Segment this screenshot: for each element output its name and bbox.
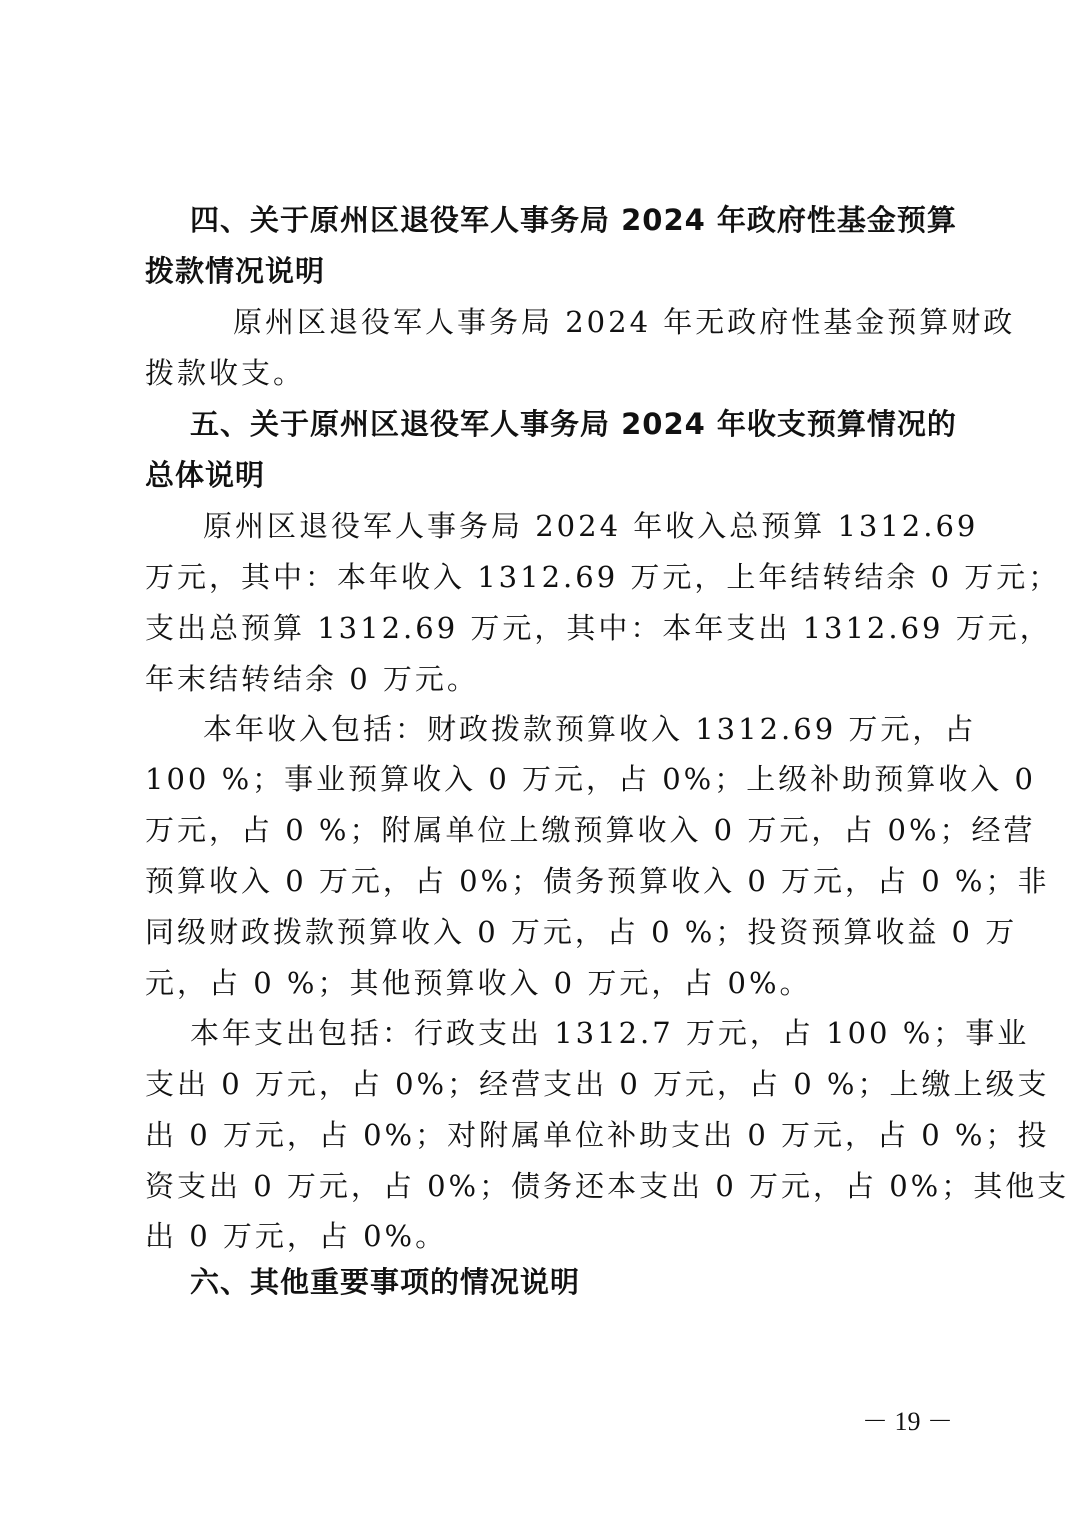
section-5-paragraph-2-line-6: 元，占 0 %；其他预算收入 0 万元，占 0%。	[145, 966, 812, 1000]
section-5-paragraph-2-line-2: 100 %；事业预算收入 0 万元，占 0%；上级补助预算收入 0	[145, 762, 1036, 796]
section-5-paragraph-1-line-1: 原州区退役军人事务局 2024 年收入总预算 1312.69	[203, 509, 979, 543]
section-5-heading-line-2: 总体说明	[145, 458, 266, 492]
section-5-paragraph-2-line-5: 同级财政拨款预算收入 0 万元，占 0 %；投资预算收益 0 万	[145, 915, 1018, 949]
section-5-paragraph-3-line-1: 本年支出包括：行政支出 1312.7 万元，占 100 %；事业	[190, 1016, 1030, 1050]
section-5-paragraph-3-line-4: 资支出 0 万元，占 0%；债务还本支出 0 万元，占 0%；其他支	[145, 1169, 1070, 1203]
section-5-paragraph-2-line-4: 预算收入 0 万元，占 0%；债务预算收入 0 万元，占 0 %；非	[145, 864, 1050, 898]
section-5-paragraph-2-line-3: 万元，占 0 %；附属单位上缴预算收入 0 万元，占 0%；经营	[145, 813, 1036, 847]
section-5-paragraph-3-line-3: 出 0 万元，占 0%；对附属单位补助支出 0 万元，占 0 %；投	[145, 1118, 1050, 1152]
section-5-paragraph-1-line-4: 年末结转结余 0 万元。	[145, 662, 479, 696]
section-4-heading-line-1: 四、关于原州区退役军人事务局 2024 年政府性基金预算	[190, 203, 957, 237]
section-4-paragraph-1-line-1: 原州区退役军人事务局 2024 年无政府性基金预算财政	[233, 305, 1016, 339]
page-number: － 19 －	[862, 1407, 954, 1436]
section-5-heading-line-1: 五、关于原州区退役军人事务局 2024 年收支预算情况的	[190, 407, 957, 441]
section-5-paragraph-3-line-2: 支出 0 万元，占 0%；经营支出 0 万元，占 0 %；上缴上级支	[145, 1067, 1050, 1101]
section-6-heading: 六、其他重要事项的情况说明	[190, 1265, 581, 1299]
section-5-paragraph-1-line-2: 万元，其中：本年收入 1312.69 万元，上年结转结余 0 万元；	[145, 560, 1061, 594]
section-4-heading-line-2: 拨款情况说明	[145, 254, 326, 288]
section-5-paragraph-2-line-1: 本年收入包括：财政拨款预算收入 1312.69 万元，占	[203, 712, 977, 746]
section-4-paragraph-1-line-2: 拨款收支。	[145, 356, 306, 390]
section-5-paragraph-1-line-3: 支出总预算 1312.69 万元，其中：本年支出 1312.69 万元，	[145, 611, 1052, 645]
section-5-paragraph-3-line-5: 出 0 万元，占 0%。	[145, 1219, 448, 1253]
